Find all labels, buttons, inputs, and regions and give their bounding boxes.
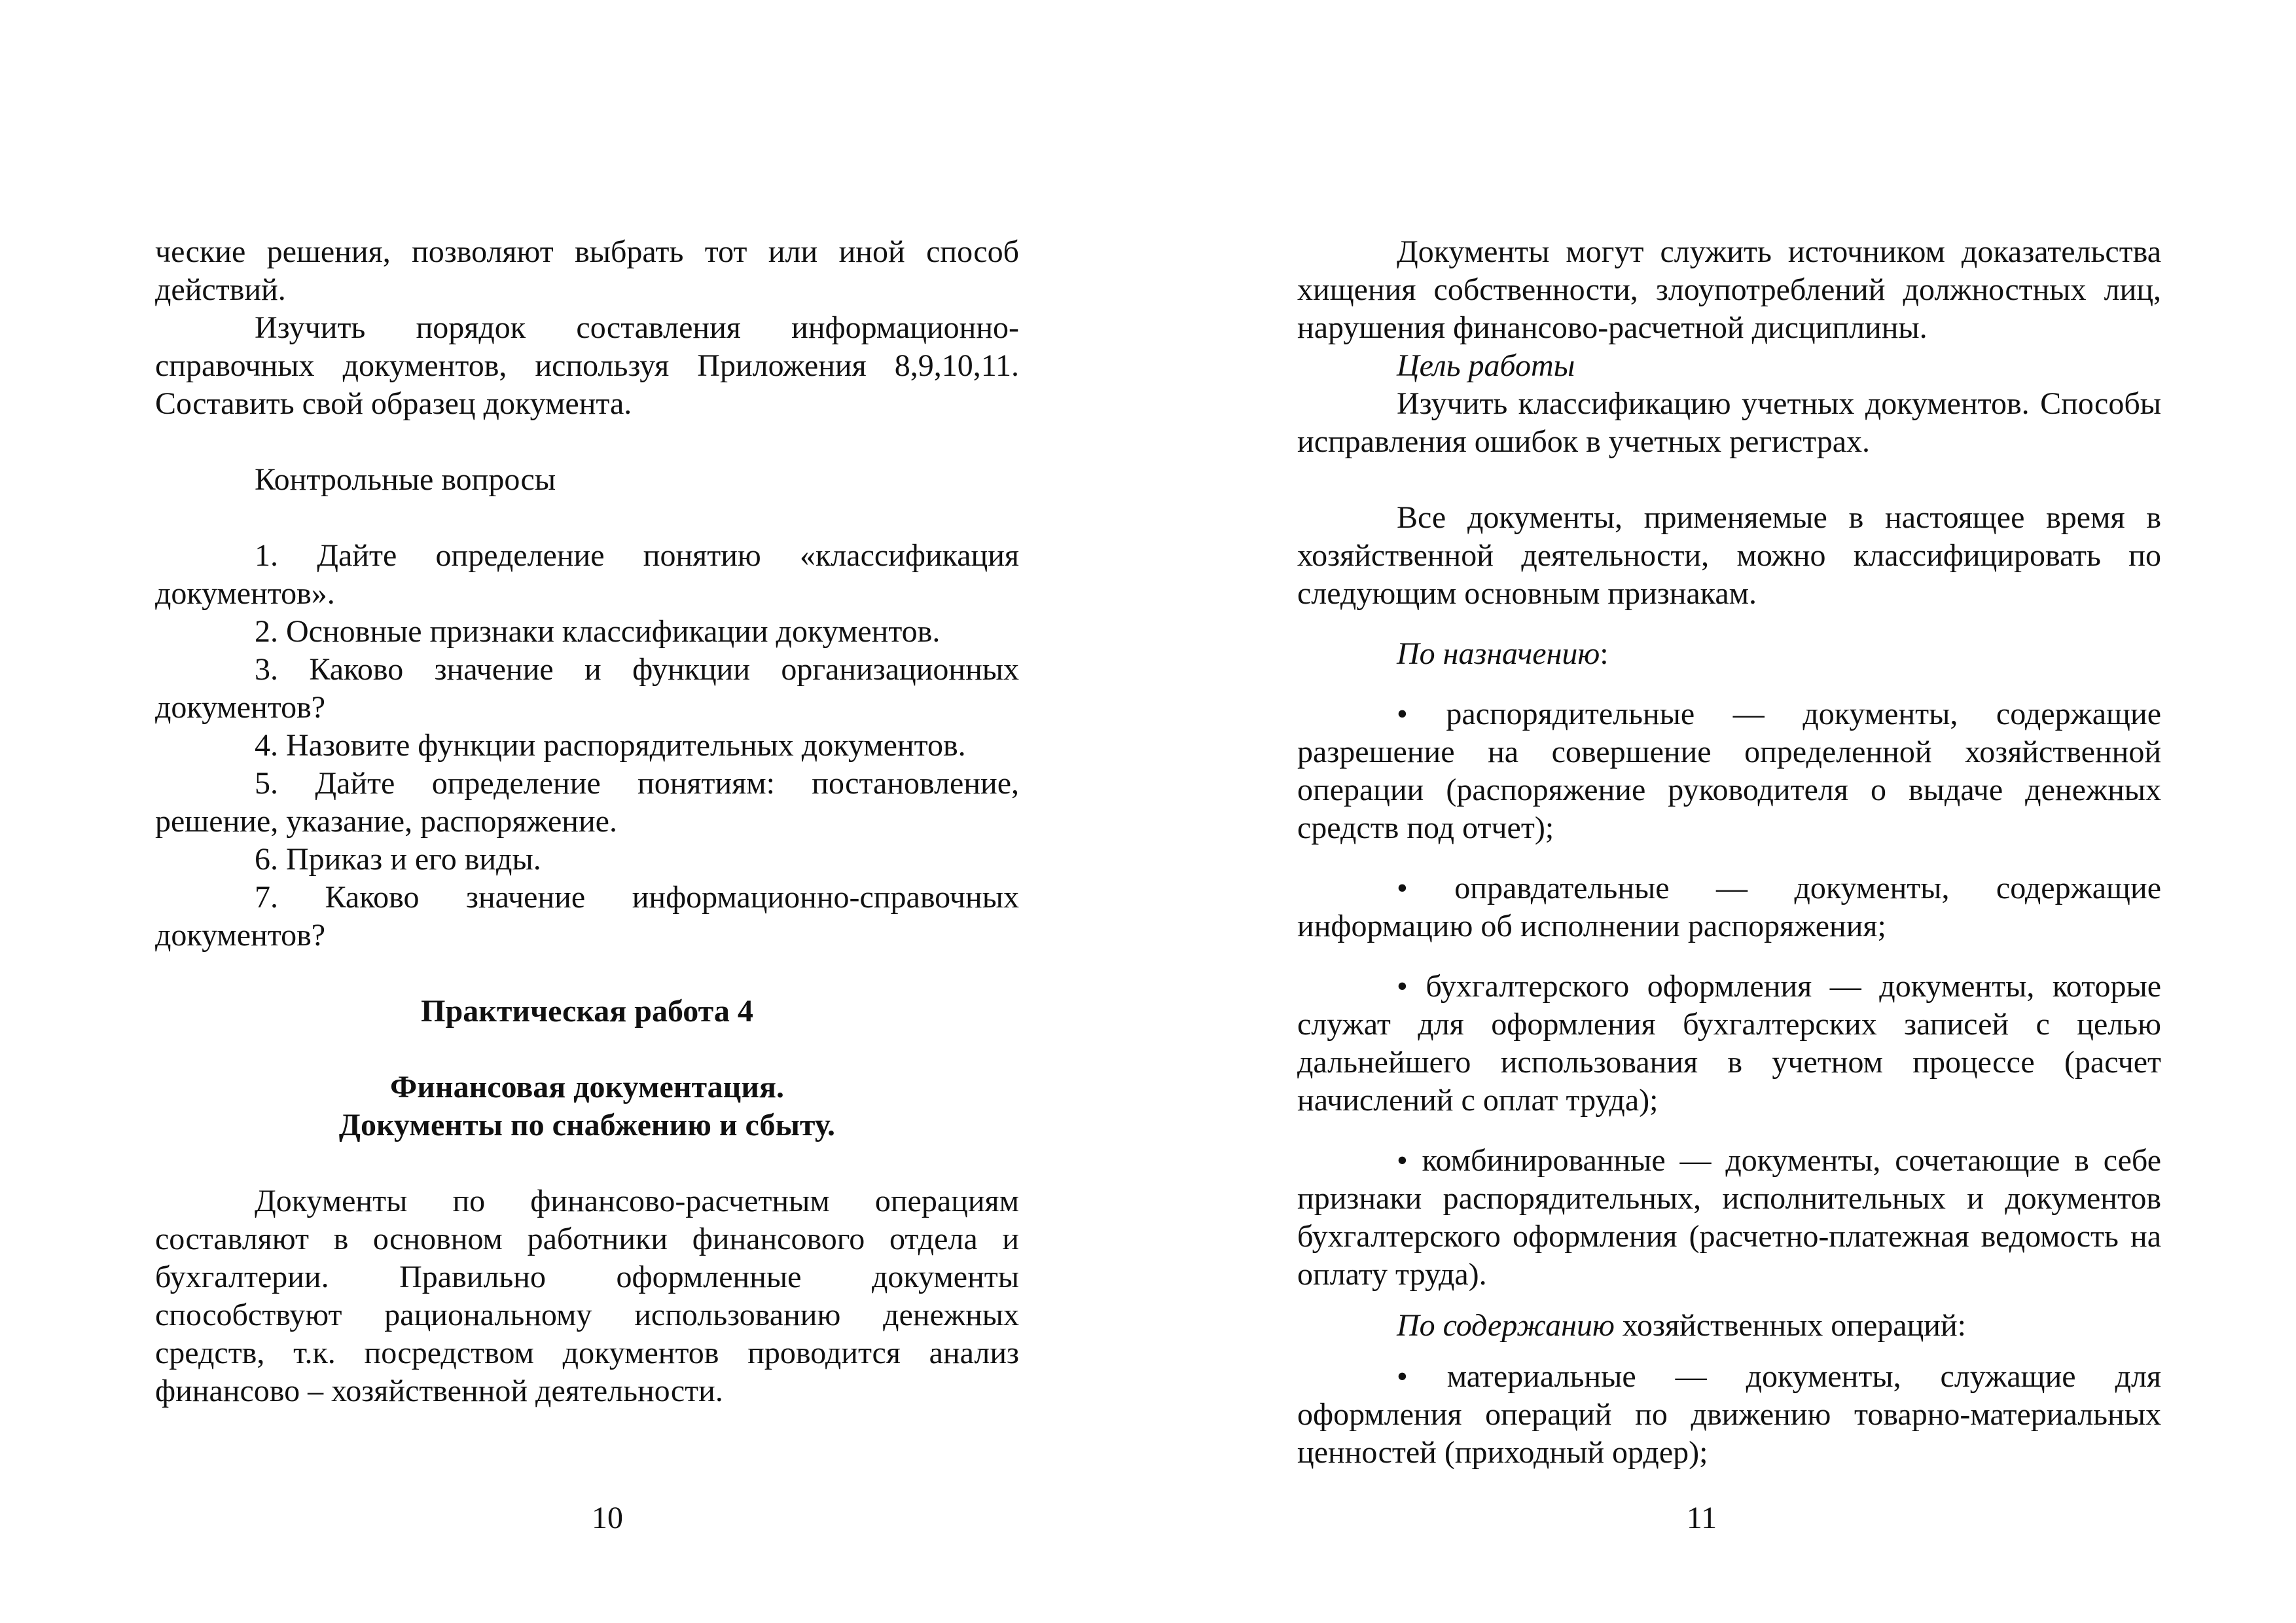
bullet-item: • оправдательные — документы, содержащие информацию об исполнении распоряжения; — [1297, 871, 2161, 943]
question-item: 1. Дайте определение понятию «классификация документов». — [155, 538, 1019, 611]
right-page — [1297, 233, 2161, 1472]
by-content-rest: хозяйственных операций: — [1614, 1308, 1966, 1343]
bullet-item: • материальные — документы, служащие для оформления операций по движению товарно-материальных ценностей (приходный ордер); — [1297, 1359, 2161, 1470]
question-item: 5. Дайте определение понятиям: постановление, решение, указание, распоряжение. — [155, 766, 1019, 839]
bullet-item: • комбинированные — документы, сочетающие в себе признаки распорядительных, исполнительных и документов бухгалтерского оформления (расчетно-платежная ведомость на оплату труда). — [1297, 1143, 2161, 1292]
left-paragraph-1: ческие решения, позволяют выбрать тот или иной способ действий. — [155, 234, 1019, 307]
question-item: 6. Приказ и его виды. — [255, 842, 541, 877]
bullet-item: • распорядительные — документы, содержащие разрешение на совершение определенной хозяйственной операции (распоряжение руководителя о выдаче денежных средств под отчет); — [1297, 697, 2161, 845]
left-paragraph-2: Изучить порядок составления информационно-справочных документов, используя Приложения 8,9,10,11. Составить свой образец документа. — [155, 310, 1019, 421]
work-subtitle-1: Финансовая документация. — [390, 1070, 784, 1104]
goal-label: Цель работы — [1397, 348, 1575, 383]
bullet-item: • бухгалтерского оформления — документы, которые служат для оформления бухгалтерских записей с целью дальнейшего использования в учетном процессе (расчет начислений с оплат труда); — [1297, 969, 2161, 1118]
left-paragraph-3: Документы по финансово-расчетным операциям составляют в основном работники финансового отдела и бухгалтерии. Правильно оформленные документы способствуют рациональному использованию денежных средств, т.к. посредством документов проводится анализ финансово – хозяйственной деятельности. — [155, 1184, 1019, 1408]
question-item: 2. Основные признаки классификации документов. — [255, 614, 941, 649]
page-number-right: 11 — [1686, 1501, 1717, 1535]
by-purpose-colon: : — [1600, 636, 1609, 671]
by-purpose-heading — [1297, 635, 2161, 673]
control-questions-heading: Контрольные вопросы — [255, 462, 556, 497]
question-item: 3. Каково значение и функции организационных документов? — [155, 652, 1019, 725]
by-purpose-label: По назначению — [1397, 636, 1600, 671]
question-item: 7. Каково значение информационно-справочных документов? — [155, 880, 1019, 953]
right-paragraph-2: Все документы, применяемые в настоящее время в хозяйственной деятельности, можно классифицировать по следующим основным признакам. — [1297, 500, 2161, 611]
by-content-label: По содержанию — [1397, 1308, 1615, 1343]
work-title: Практическая работа 4 — [421, 994, 753, 1029]
work-subtitle-2: Документы по снабжению и сбыту. — [338, 1108, 836, 1142]
right-paragraph-1: Документы могут служить источником доказательства хищения собственности, злоупотреблений должностных лиц, нарушения финансово-расчетной дисциплины. — [1297, 234, 2161, 345]
goal-text: Изучить классификацию учетных документов. Способы исправления ошибок в учетных регистрах. — [1297, 386, 2161, 459]
page-number-left: 10 — [592, 1501, 623, 1535]
question-item: 4. Назовите функции распорядительных документов. — [255, 728, 966, 763]
left-page — [155, 233, 1019, 1410]
by-content-heading — [1297, 1307, 2161, 1345]
